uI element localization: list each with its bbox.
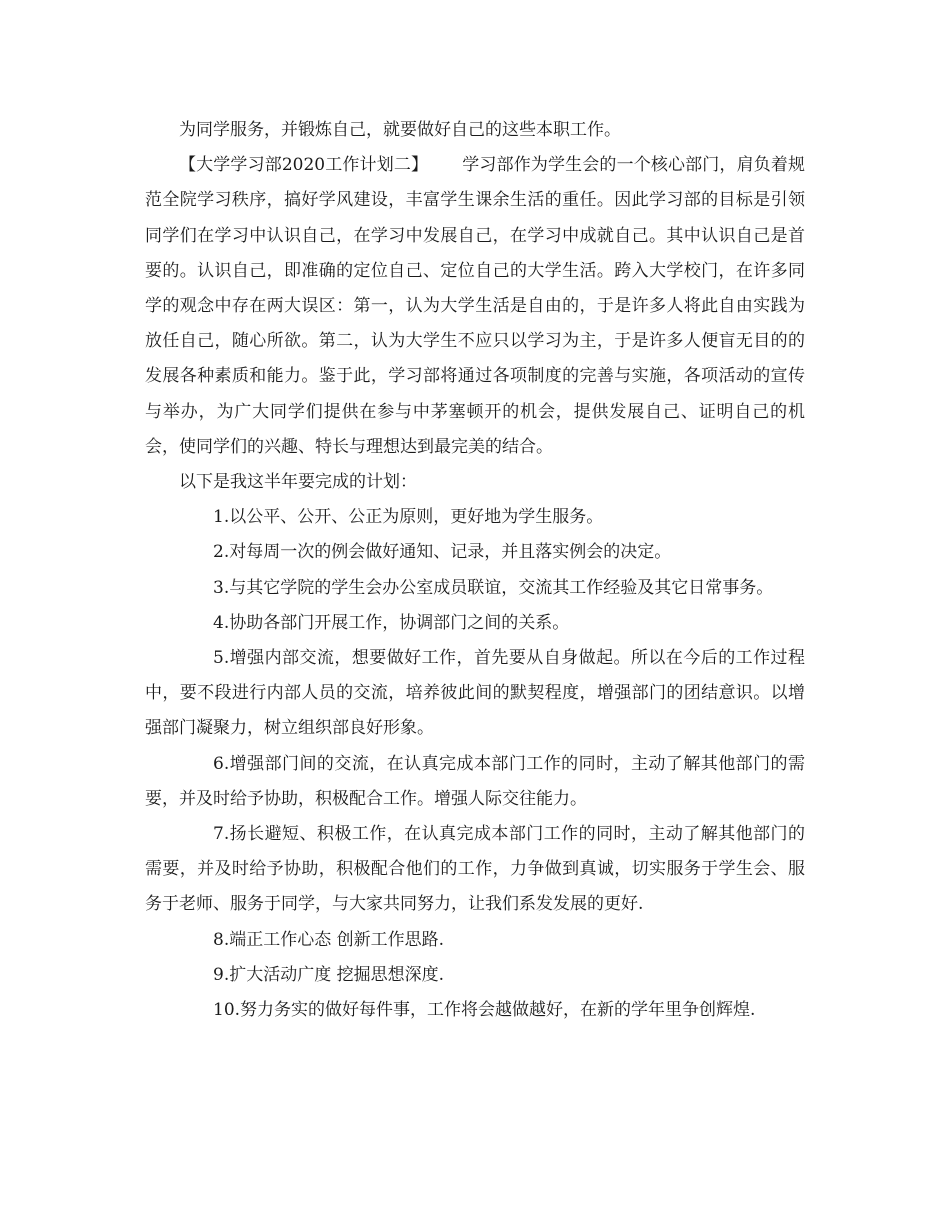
list-number: 2.: [213, 542, 230, 563]
list-item-6: [145, 747, 805, 817]
document-body: [145, 113, 805, 1028]
paragraph-text: 以下是我这半年要完成的计划：: [179, 472, 417, 493]
list-item-3: [145, 571, 805, 606]
list-number: 7.: [213, 824, 230, 845]
list-text: 努力务实的做好每件事，工作将会越做越好，在新的学年里争创辉煌.: [240, 1000, 756, 1021]
list-number: 5.: [213, 648, 230, 669]
paragraph-text: 为同学服务，并锻炼自己，就要做好自己的这些本职工作。: [179, 120, 621, 140]
paragraph-intro-closing: [145, 113, 805, 148]
list-number: 3.: [213, 577, 230, 598]
list-item-2: [145, 535, 805, 570]
list-text: 扩大活动广度 挖掘思想深度.: [229, 964, 445, 985]
list-text: 增强部门间的交流，在认真完成本部门工作的同时，主动了解其他部门的需要，并及时给予协助，积极配合工作。增强人际交往能力。: [145, 753, 805, 809]
section-title: 【大学学习部2020工作计划二】: [179, 155, 429, 176]
list-item-8: [145, 923, 805, 958]
list-text: 与其它学院的学生会办公室成员联谊，交流其工作经验及其它日常事务。: [229, 577, 774, 598]
list-number: 10.: [213, 1000, 241, 1021]
list-item-10: [145, 993, 805, 1028]
list-text: 扬长避短、积极工作，在认真完成本部门工作的同时，主动了解其他部门的需要，并及时给予协助，积极配合他们的工作，力争做到真诚，切实服务于学生会、服务于老师、服务于同学，与大家共同努力，让我们系发发展的更好.: [145, 824, 805, 915]
list-item-9: [145, 958, 805, 993]
list-text: 协助各部门开展工作，协调部门之间的关系。: [229, 612, 570, 633]
list-number: 9.: [213, 964, 230, 985]
list-item-5: [145, 641, 805, 747]
list-number: 6.: [213, 753, 230, 774]
paragraph-plan-two: [145, 148, 805, 465]
list-text: 增强内部交流，想要做好工作，首先要从自身做起。所以在今后的工作过程中，要不段进行内部人员的交流，培养彼此间的默契程度，增强部门的团结意识。以增强部门凝聚力，树立组织部良好形象。: [145, 648, 805, 739]
paragraph-plan-intro: [145, 465, 805, 500]
list-number: 1.: [213, 507, 230, 528]
list-item-7: [145, 817, 805, 923]
paragraph-text: 学习部作为学生会的一个核心部门，肩负着规范全院学习秩序，搞好学风建设，丰富学生课余生活的重任。因此学习部的目标是引领同学们在学习中认识自己，在学习中发展自己，在学习中成就自己。其中认识自己是首要的。认识自己，即准确的定位自己、定位自己的大学生活。跨入大学校门，在许多同学的观念中存在两大误区：第一，认为大学生活是自由的，于是许多人将此自由实践为放任自己，随心所欲。第二，认为大学生不应只以学习为主，于是许多人便盲无目的的发展各种素质和能力。鉴于此，学习部将通过各项制度的完善与实施，各项活动的宣传与举办，为广大同学们提供在参与中茅塞顿开的机会，提供发展自己、证明自己的机会，使同学们的兴趣、特长与理想达到最完美的结合。: [145, 155, 806, 457]
list-text: 以公平、公开、公正为原则，更好地为学生服务。: [229, 507, 604, 528]
list-item-1: [145, 500, 805, 535]
list-text: 对每周一次的例会做好通知、记录，并且落实例会的决定。: [229, 542, 672, 563]
list-number: 4.: [213, 612, 230, 633]
list-text: 端正工作心态 创新工作思路.: [229, 929, 445, 950]
list-item-4: [145, 606, 805, 641]
list-number: 8.: [213, 929, 230, 950]
